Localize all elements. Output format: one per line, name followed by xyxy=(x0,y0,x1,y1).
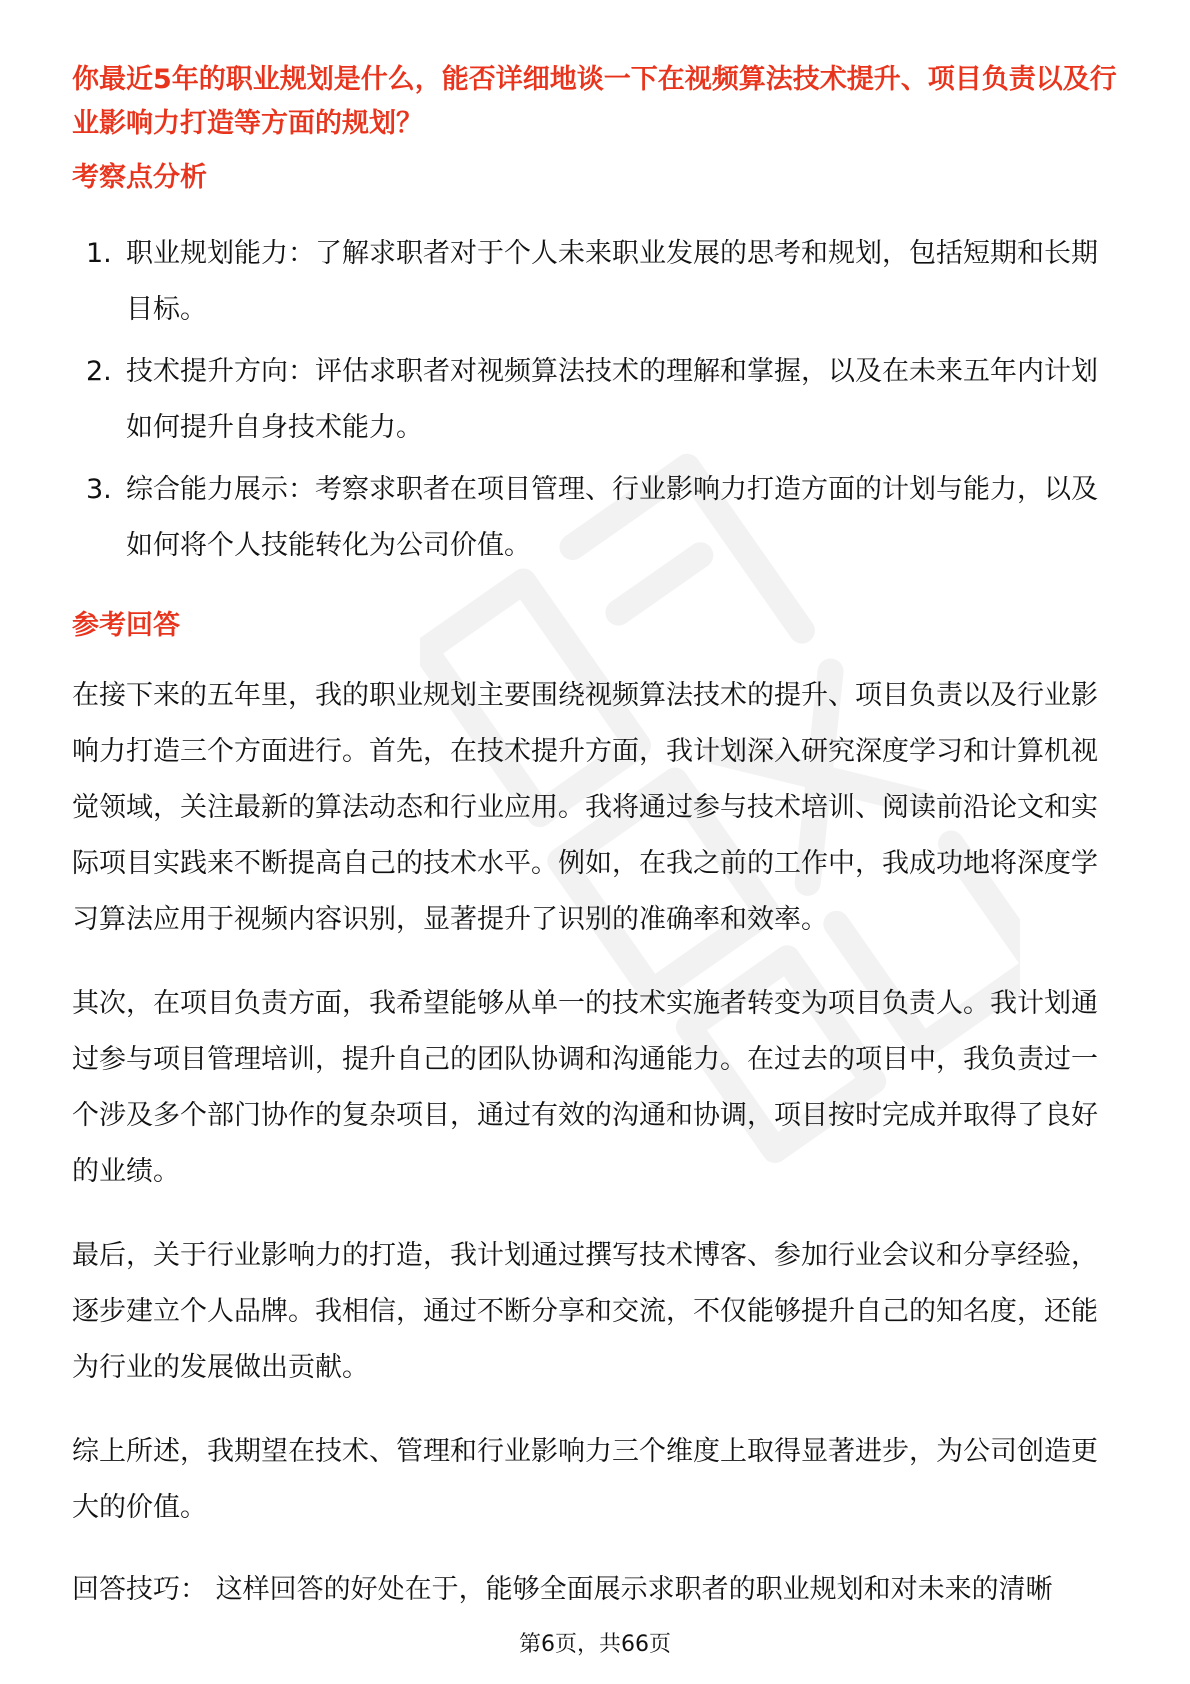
list-item-text: 综合能力展示：考察求职者在项目管理、行业影响力打造方面的计划与能力，以及如何将个人技能转化为公司价值。 xyxy=(126,474,1098,561)
answer-paragraph: 综上所述，我期望在技术、管理和行业影响力三个维度上取得显著进步，为公司创造更大的价值。 xyxy=(72,1436,1098,1523)
list-item-number: 3. xyxy=(86,474,112,505)
list-item xyxy=(72,226,1122,338)
analysis-list xyxy=(72,226,1122,574)
list-item xyxy=(72,344,1122,456)
list-item xyxy=(72,462,1122,574)
list-item-number: 2. xyxy=(86,356,112,387)
list-item-text: 职业规划能力：了解求职者对于个人未来职业发展的思考和规划，包括短期和长期目标。 xyxy=(126,238,1098,325)
answer-section-title: 参考回答 xyxy=(72,610,180,641)
list-item-number: 1. xyxy=(86,238,112,269)
answer-tip: 回答技巧： 这样回答的好处在于，能够全面展示求职者的职业规划和对未来的清晰 xyxy=(72,1574,1053,1605)
answer-paragraph: 其次，在项目负责方面，我希望能够从单一的技术实施者转变为项目负责人。我计划通过参与项目管理培训，提升自己的团队协调和沟通能力。在过去的项目中，我负责过一个涉及多个部门协作的复杂项目，通过有效的沟通和协调，项目按时完成并取得了良好的业绩。 xyxy=(72,988,1098,1187)
answer-paragraph: 最后，关于行业影响力的打造，我计划通过撰写技术博客、参加行业会议和分享经验，逐步建立个人品牌。我相信，通过不断分享和交流，不仅能够提升自己的知名度，还能为行业的发展做出贡献。 xyxy=(72,1240,1098,1383)
analysis-section-title: 考察点分析 xyxy=(72,162,207,193)
answer-paragraph: 在接下来的五年里，我的职业规划主要围绕视频算法技术的提升、项目负责以及行业影响力打造三个方面进行。首先，在技术提升方面，我计划深入研究深度学习和计算机视觉领域，关注最新的算法动态和行业应用。我将通过参与技术培训、阅读前沿论文和实际项目实践来不断提高自己的技术水平。例如，在我之前的工作中，我成功地将深度学习算法应用于视频内容识别，显著提升了识别的准确率和效率。 xyxy=(72,680,1098,935)
page-number-footer: 第6页，共66页 xyxy=(519,1632,671,1657)
document-content xyxy=(72,58,1122,1618)
list-item-text: 技术提升方向：评估求职者对视频算法技术的理解和掌握，以及在未来五年内计划如何提升自身技术能力。 xyxy=(126,356,1098,443)
question-heading: 你最近5年的职业规划是什么，能否详细地谈一下在视频算法技术提升、项目负责以及行业影响力打造等方面的规划？ xyxy=(72,64,1117,139)
